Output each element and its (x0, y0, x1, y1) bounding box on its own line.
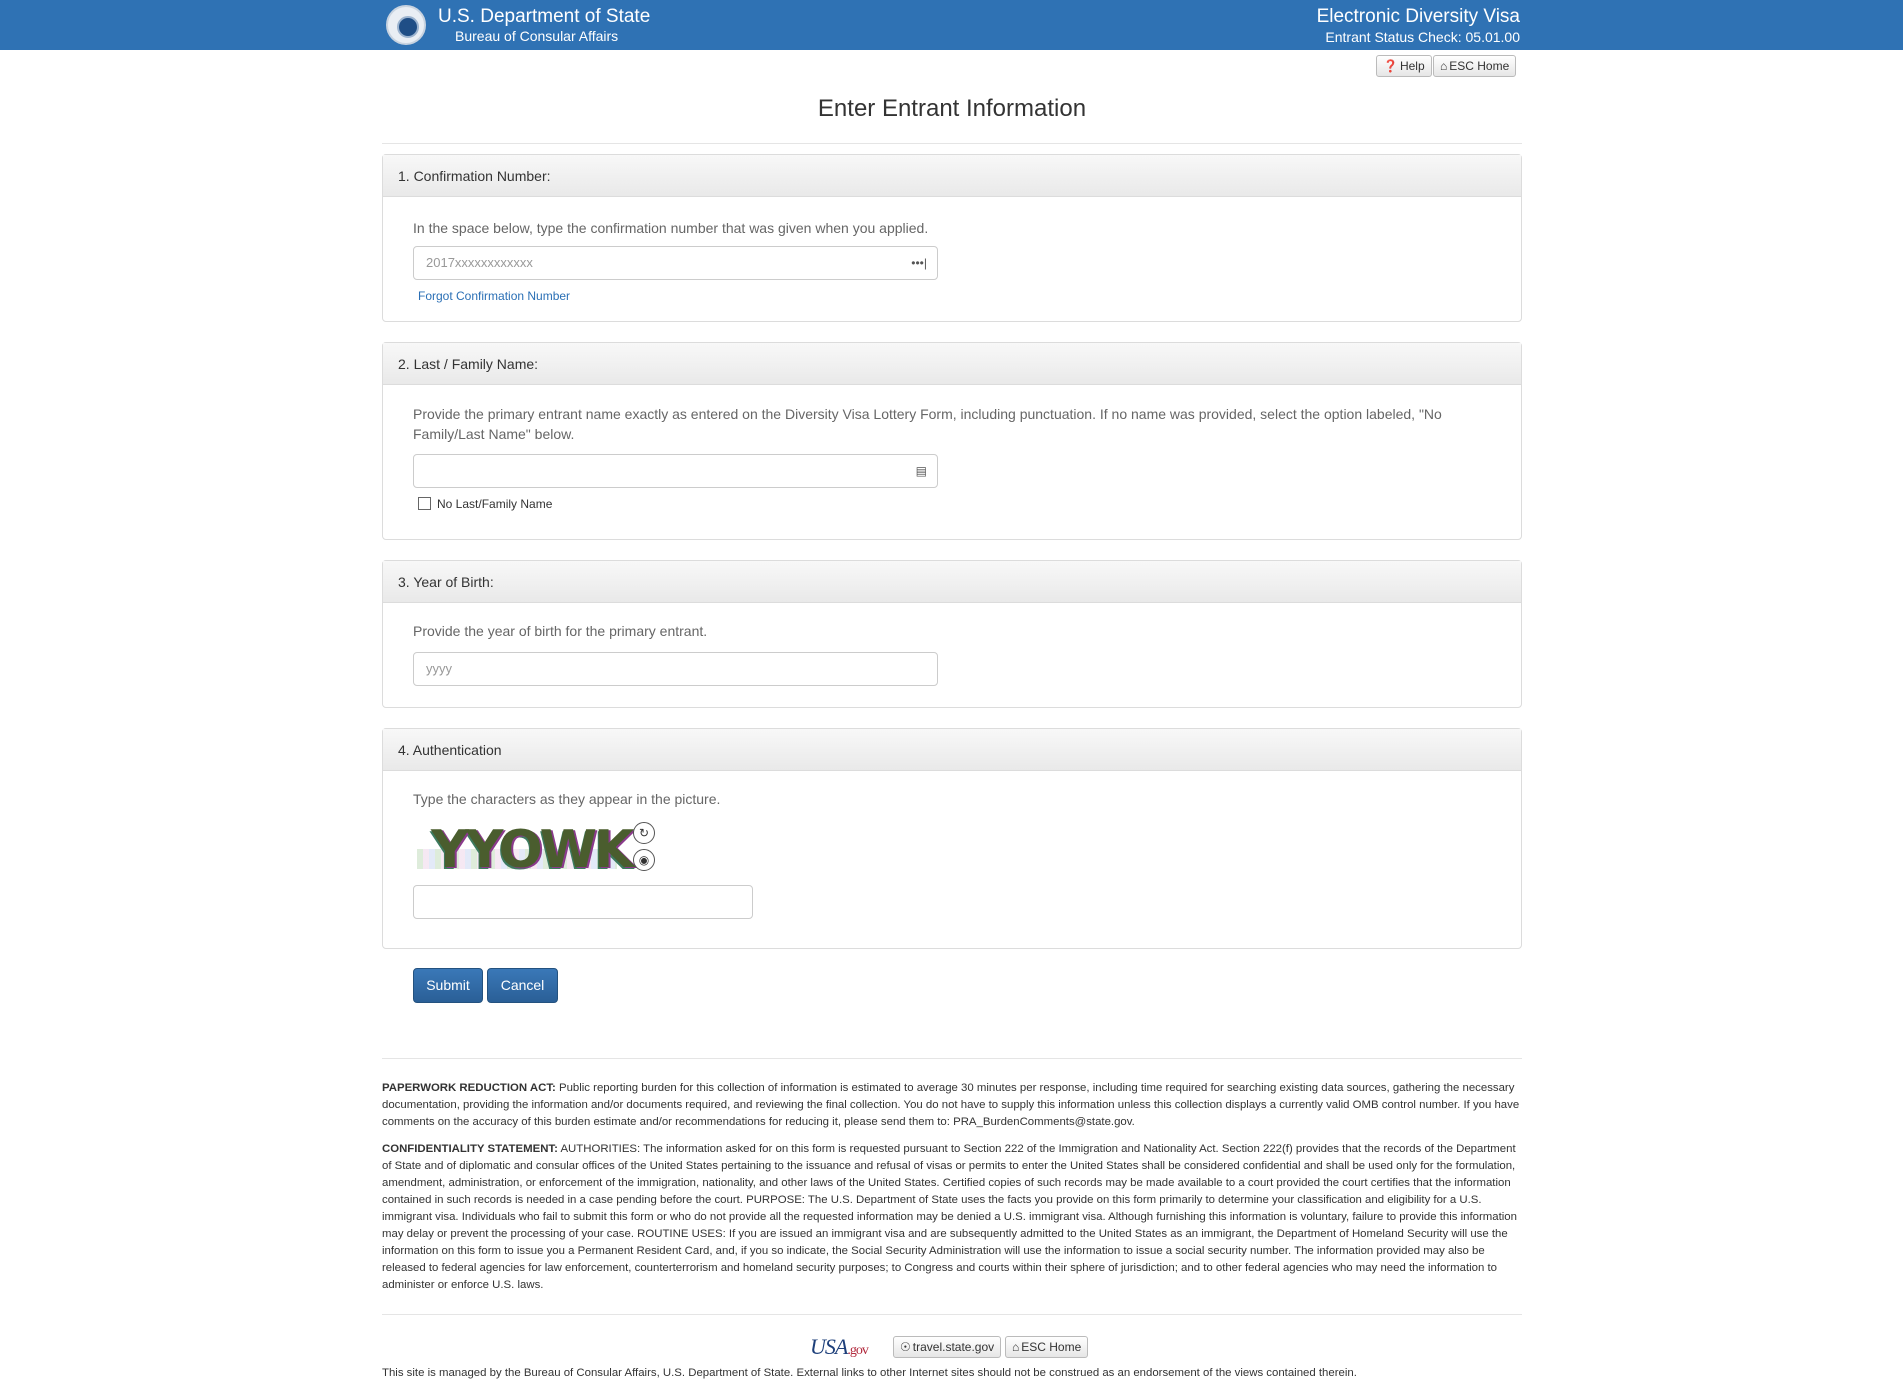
birth-year-input[interactable]: yyyy (413, 652, 938, 686)
birth-year-panel (382, 560, 1522, 708)
last-name-input[interactable] (413, 454, 938, 488)
captcha-image (413, 821, 643, 879)
dots-icon: •••| (911, 256, 927, 270)
confirmation-panel (382, 154, 1522, 322)
panel-heading: 1. Confirmation Number: (383, 155, 1521, 197)
paperwork-reduction-notice (382, 1080, 1524, 1131)
paperwork-heading: PAPERWORK REDUCTION ACT: (382, 1082, 556, 1094)
divider (382, 1314, 1522, 1315)
app-title: Electronic Diversity Visa (1316, 6, 1520, 27)
panel-heading: 4. Authentication (383, 729, 1521, 771)
header-bar (0, 0, 1903, 50)
confidentiality-text: AUTHORITIES: The information asked for on this form is requested pursuant to Section 222 of the Immigration and Nationality Act. Section 222(f) provides that the records of the Department of State and of diplomatic and consular offices of the United States pertaining to the issuance and refusal of visas or permits to enter the United States shall be considered confidential and shall be used only for the formulation, amendment, administration, or enforcement of the immigration, nationality, and other laws of the United States. Certified copies of such records may be made available to a court provided the court certifies that the information contained in such records is needed in a case pending before the court. PURPOSE: The U.S. Department of State uses the facts you provide on this form primarily to determine your classification and eligibility for a U.S. immigrant visa. Individuals who fail to submit this form or who do not provide all the requested information may be denied a U.S. immigrant visa. Although furnishing this information is voluntary, failure to provide this information may delay or prevent the processing of your case. ROUTINE USES: If you are issued an immigrant visa and are subsequently admitted to the United States as an immigrant, the Department of Homeland Security will use the information on this form to issue you a Permanent Resident Card, and, if you so indicate, the Social Security Administration will use the information to issue a social security number. The information provided may also be released to federal agencies for law enforcement, counterterrorism and homeland security purposes; to Congress and courts within their sphere of jurisdiction; and to other federal agencies who may need the information to administer or enforce U.S. laws. (382, 1143, 1517, 1291)
refresh-icon: ↻ (638, 826, 650, 840)
globe-icon: ☉ (900, 1340, 911, 1354)
authentication-panel (382, 728, 1522, 949)
question-circle-icon: ❓ (1383, 59, 1398, 73)
panel-heading: 2. Last / Family Name: (383, 343, 1521, 385)
confirmation-number-input[interactable]: 2017xxxxxxxxxxxx •••| (413, 246, 938, 280)
esc-home-button[interactable]: ⌂ ESC Home (1433, 55, 1516, 77)
department-seal-icon (386, 5, 426, 45)
cancel-button[interactable]: Cancel (487, 968, 558, 1003)
submit-button[interactable]: Submit (413, 968, 483, 1003)
last-name-panel (382, 342, 1522, 540)
paperwork-text: Public reporting burden for this collection of information is estimated to average 30 minutes per response, including time required for searching existing data sources, gathering the necessary documentation, providing the information and/or documents required, and reviewing the final collection. You do not have to supply this information unless this collection displays a currently valid OMB control number. If you have comments on the accuracy of this burden estimate and/or recommendations for reducing it, please send them to: PRA_BurdenComments@state.gov. (382, 1082, 1520, 1128)
checkbox-box[interactable] (418, 497, 431, 510)
contact-card-icon: ▤ (915, 464, 927, 478)
page-title: Enter Entrant Information (817, 95, 1087, 122)
refresh-captcha-button[interactable] (633, 822, 655, 844)
divider (382, 143, 1522, 144)
confidentiality-heading: CONFIDENTIALITY STATEMENT: (382, 1143, 558, 1155)
audio-icon: ◉ (638, 853, 650, 867)
audio-captcha-button[interactable] (633, 849, 655, 871)
divider (382, 1058, 1522, 1059)
usagov-logo[interactable]: USA.gov (810, 1334, 868, 1359)
travel-state-gov-link[interactable]: ☉ travel.state.gov (893, 1336, 1001, 1358)
app-version: Entrant Status Check: 05.01.00 (1325, 29, 1520, 45)
forgot-confirmation-link[interactable]: Forgot Confirmation Number (418, 289, 571, 303)
footer-esc-home-button[interactable]: ⌂ ESC Home (1005, 1336, 1088, 1358)
last-name-help: Provide the primary entrant name exactly as entered on the Diversity Visa Lottery Form, including punctuation. If no name was provided, select the option labeled, "No Family/Last Name" below. (413, 406, 1442, 442)
captcha-text: YYOWK (431, 821, 632, 879)
department-name: U.S. Department of State (438, 6, 651, 27)
confirmation-help: In the space below, type the confirmation number that was given when you applied. (413, 220, 929, 236)
help-button[interactable]: ❓ Help (1376, 55, 1432, 77)
site-managed-note: This site is managed by the Bureau of Consular Affairs, U.S. Department of State. External links to other Internet sites should not be construed as an endorsement of the views contained therein. (382, 1367, 1357, 1379)
no-last-name-checkbox[interactable]: No Last/Family Name (418, 497, 552, 511)
confidentiality-statement (382, 1141, 1524, 1294)
authentication-help: Type the characters as they appear in the picture. (413, 791, 721, 807)
captcha-input[interactable] (413, 885, 753, 919)
home-icon: ⌂ (1012, 1340, 1020, 1354)
bureau-name: Bureau of Consular Affairs (455, 28, 619, 44)
birth-year-help: Provide the year of birth for the primary entrant. (413, 623, 708, 639)
home-icon: ⌂ (1440, 59, 1448, 73)
panel-heading: 3. Year of Birth: (383, 561, 1521, 603)
